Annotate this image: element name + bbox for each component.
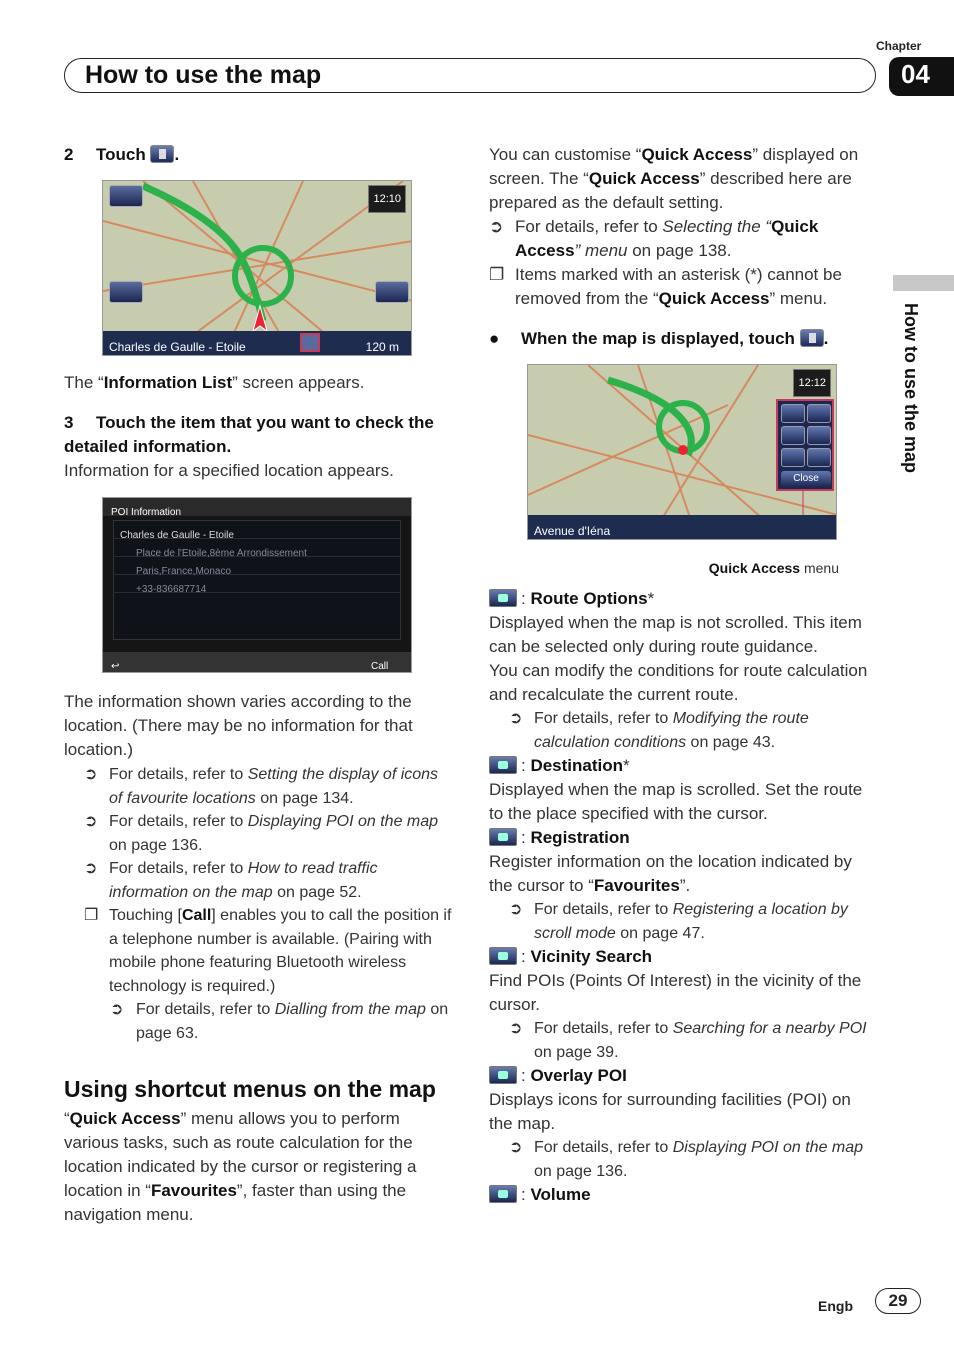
item-description: Register information on the location indicated by the cursor to “Favourites”. — [489, 852, 852, 895]
quick-access-menu — [776, 399, 834, 491]
item-registration: : Registration — [489, 826, 879, 850]
poi-address-2: Paris,France,Monaco — [114, 557, 400, 575]
map-caption: Quick Access menu — [708, 560, 839, 576]
info-list-button[interactable] — [300, 333, 320, 352]
north-up-button[interactable] — [109, 185, 143, 207]
reference-item: ➲ For details, refer to Searching for a nearby POI on page 39. — [509, 1020, 867, 1061]
destination-icon — [489, 756, 517, 774]
poi-phone: +33-836687714 — [114, 575, 400, 593]
quick-access-button[interactable] — [375, 281, 409, 303]
route-options-icon — [489, 589, 517, 607]
page-title: How to use the map — [85, 61, 322, 89]
intro-paragraph: You can customise “Quick Access” displayed on screen. The “Quick Access” described here are prepared as the default setting. — [489, 145, 859, 212]
side-tab — [893, 275, 954, 291]
route-options-icon[interactable] — [781, 448, 805, 467]
map-menu-button[interactable] — [109, 281, 143, 303]
item-overlay-poi: : Overlay POI — [489, 1064, 879, 1088]
item-description: Displayed when the map is not scrolled. This item can be selected only during route guidance. — [489, 613, 862, 656]
side-text: How to use the map — [901, 303, 921, 474]
right-column — [489, 143, 879, 1207]
reference-item: ➲ For details, refer to Displaying POI on the map on page 136. — [84, 813, 439, 854]
step-2: 2 Touch . — [64, 145, 180, 164]
poi-info-screenshot — [102, 497, 412, 673]
clock: 12:12 — [793, 369, 831, 397]
call-button[interactable]: Call — [371, 661, 389, 672]
title-bar — [64, 58, 876, 93]
close-button[interactable]: Close — [781, 471, 831, 487]
section-title: Using shortcut menus on the map — [64, 1076, 436, 1102]
language-label: Engb — [818, 1298, 853, 1314]
info-list-icon — [150, 145, 174, 163]
item-volume: : Volume — [489, 1183, 879, 1207]
quick-access-icon — [800, 329, 824, 347]
intro-note: ❐ Items marked with an asterisk (*) cannot be removed from the “Quick Access” menu. — [489, 265, 842, 308]
volume-icon[interactable] — [807, 404, 831, 423]
step-3: 3 Touch the item that you want to check the detailed information. — [64, 413, 434, 456]
map-status-bar — [103, 331, 411, 355]
chapter-number: 04 — [889, 57, 954, 96]
item-description: Displays icons for surrounding facilities (POI) on the map. — [489, 1090, 851, 1133]
map-status-bar — [528, 515, 836, 539]
item-vicinity-search: : Vicinity Search — [489, 945, 879, 969]
section-paragraph: “Quick Access” menu allows you to perform various tasks, such as route calculation for the location indicated by the cursor or registering a location in “Favourites”, faster than using the navigation menu. — [64, 1109, 417, 1224]
paragraph-info-varies: The information shown varies according to the location. (There may be no information for that location.) — [64, 692, 413, 759]
left-column — [64, 143, 454, 1227]
overlay-poi-icon — [489, 1066, 517, 1084]
chapter-label: Chapter — [876, 39, 922, 53]
reference-item: ➲ For details, refer to Dialling from the map on page 63. — [110, 1001, 449, 1042]
reference-list — [64, 763, 454, 1045]
reference-item: ➲ For details, refer to Displaying POI on the map on page 136. — [509, 1139, 864, 1180]
map-screenshot-1 — [102, 180, 412, 356]
map-roads — [103, 181, 412, 356]
overlay-poi-icon[interactable] — [781, 426, 805, 445]
reference-item: ➲ For details, refer to Registering a location by scroll mode on page 47. — [509, 901, 848, 942]
poi-header: POI Information — [103, 498, 411, 516]
note-call: ❐ Touching [Call] enables you to call the position if a telephone number is available. (Pairing with mobile phone featuring Bluetooth wireless technology is required.) — [84, 907, 452, 995]
item-description: Find POIs (Points Of Interest) in the vicinity of the cursor. — [489, 971, 862, 1014]
page-number: 29 — [875, 1288, 921, 1314]
poi-address-1: Place de l'Etoile,8ème Arrondissement — [114, 539, 400, 557]
current-location: Charles de Gaulle - Etoile — [109, 340, 246, 354]
paragraph-info-list: The “Information List” screen appears. — [64, 373, 365, 392]
vicinity-search-icon — [489, 947, 517, 965]
paragraph-location-info: Information for a specified location appears. — [64, 461, 394, 480]
quick-access-items — [489, 587, 879, 1207]
bullet-instruction: ● When the map is displayed, touch . — [489, 329, 829, 348]
intro-reference: ➲ For details, refer to Selecting the “Quick Access” menu on page 138. — [489, 217, 819, 260]
vicinity-search-icon[interactable] — [807, 426, 831, 445]
clock: 12:10 — [368, 185, 406, 213]
current-location: Avenue d'Iéna — [534, 524, 611, 538]
item-destination: : Destination* — [489, 754, 879, 778]
poi-footer — [103, 652, 411, 672]
destination-icon[interactable] — [807, 448, 831, 467]
volume-icon — [489, 1185, 517, 1203]
registration-icon — [489, 828, 517, 846]
reference-item: ➲ For details, refer to Modifying the route calculation conditions on page 43. — [509, 710, 809, 751]
item-description: Displayed when the map is scrolled. Set the route to the place specified with the cursor. — [489, 780, 863, 823]
item-route-options: : Route Options* — [489, 587, 879, 611]
registration-icon[interactable] — [781, 404, 805, 423]
poi-list — [113, 520, 401, 640]
reference-item: ➲ For details, refer to Setting the display of icons of favourite locations on page 134. — [84, 766, 439, 807]
poi-name: Charles de Gaulle - Etoile — [114, 521, 400, 539]
back-icon[interactable]: ↩ — [111, 661, 120, 672]
reference-item: ➲ For details, refer to How to read traffic information on the map on page 52. — [84, 860, 378, 901]
item-description: You can modify the conditions for route calculation and recalculate the current route. — [489, 661, 868, 704]
map-screenshot-2 — [527, 364, 837, 540]
distance: 120 m — [365, 340, 399, 354]
